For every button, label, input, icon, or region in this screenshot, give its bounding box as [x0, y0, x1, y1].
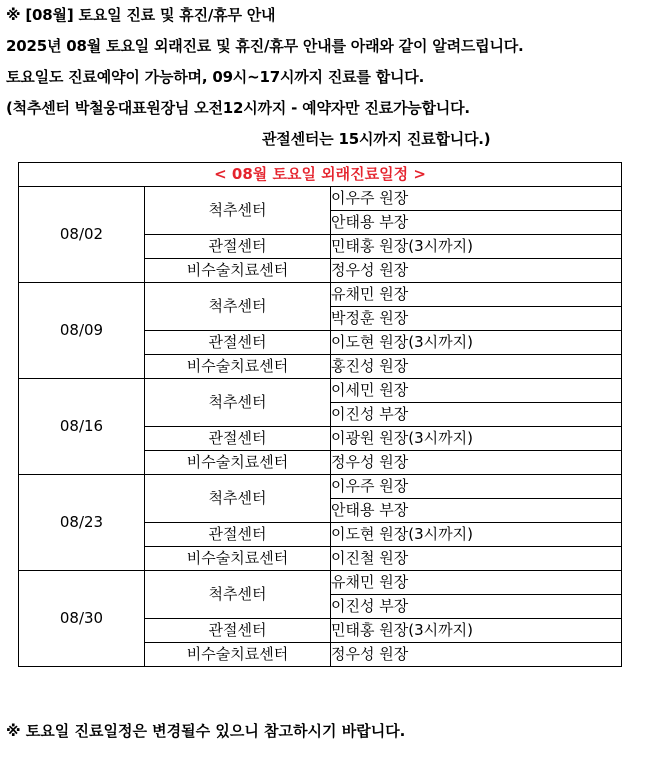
date-cell: 08/02 — [19, 187, 145, 283]
doctor-cell: 이광원 원장(3시까지) — [331, 427, 622, 451]
dept-spine: 척추센터 — [145, 187, 331, 235]
dept-joint: 관절센터 — [145, 619, 331, 643]
doctor-cell: 안태용 부장 — [331, 211, 622, 235]
table-row — [19, 379, 622, 403]
dept-spine: 척추센터 — [145, 283, 331, 331]
doctor-cell: 유채민 원장 — [331, 571, 622, 595]
dept-joint: 관절센터 — [145, 427, 331, 451]
dept-joint: 관절센터 — [145, 523, 331, 547]
doctor-cell: 이도현 원장(3시까지) — [331, 331, 622, 355]
notice-line-5: 관절센터는 15시까지 진료합니다.) — [262, 130, 491, 148]
footer-note: ※ 토요일 진료일정은 변경될수 있으니 참고하시기 바랍니다. — [6, 722, 406, 740]
doctor-cell: 이진철 원장 — [331, 547, 622, 571]
notice-line-2: 2025년 08월 토요일 외래진료 및 휴진/휴무 안내를 아래와 같이 알려드립니다. — [6, 37, 524, 55]
dept-spine: 척추센터 — [145, 571, 331, 619]
doctor-cell: 이우주 원장 — [331, 187, 622, 211]
doctor-cell: 홍진성 원장 — [331, 355, 622, 379]
dept-spine: 척추센터 — [145, 379, 331, 427]
doctor-cell: 이우주 원장 — [331, 475, 622, 499]
date-cell: 08/23 — [19, 475, 145, 571]
dept-joint: 관절센터 — [145, 235, 331, 259]
doctor-cell: 이진성 부장 — [331, 595, 622, 619]
dept-nonsurgical: 비수술치료센터 — [145, 547, 331, 571]
doctor-cell: 이도현 원장(3시까지) — [331, 523, 622, 547]
dept-spine: 척추센터 — [145, 475, 331, 523]
doctor-cell: 유채민 원장 — [331, 283, 622, 307]
doctor-cell: 이진성 부장 — [331, 403, 622, 427]
notice-line-4: (척추센터 박철웅대표원장님 오전12시까지 - 예약자만 진료가능합니다. — [6, 99, 470, 117]
date-cell: 08/30 — [19, 571, 145, 667]
doctor-cell: 이세민 원장 — [331, 379, 622, 403]
date-cell: 08/09 — [19, 283, 145, 379]
dept-nonsurgical: 비수술치료센터 — [145, 355, 331, 379]
doctor-cell: 정우성 원장 — [331, 259, 622, 283]
dept-joint: 관절센터 — [145, 331, 331, 355]
schedule-body — [19, 163, 622, 667]
notice-title: ※ [08월] 토요일 진료 및 휴진/휴무 안내 — [6, 6, 276, 24]
doctor-cell: 정우성 원장 — [331, 451, 622, 475]
table-row — [19, 187, 622, 211]
date-cell: 08/16 — [19, 379, 145, 475]
dept-nonsurgical: 비수술치료센터 — [145, 259, 331, 283]
doctor-cell: 민태홍 원장(3시까지) — [331, 235, 622, 259]
doctor-cell: 안태용 부장 — [331, 499, 622, 523]
doctor-cell: 민태홍 원장(3시까지) — [331, 619, 622, 643]
doctor-cell: 정우성 원장 — [331, 643, 622, 667]
dept-nonsurgical: 비수술치료센터 — [145, 643, 331, 667]
table-title-row — [19, 163, 622, 187]
table-row — [19, 475, 622, 499]
dept-nonsurgical: 비수술치료센터 — [145, 451, 331, 475]
table-row — [19, 571, 622, 595]
table-title: < 08월 토요일 외래진료일정 > — [19, 163, 622, 187]
schedule-table — [18, 162, 622, 667]
table-row — [19, 283, 622, 307]
doctor-cell: 박정훈 원장 — [331, 307, 622, 331]
notice-line-3: 토요일도 진료예약이 가능하며, 09시~17시까지 진료를 합니다. — [6, 68, 425, 86]
